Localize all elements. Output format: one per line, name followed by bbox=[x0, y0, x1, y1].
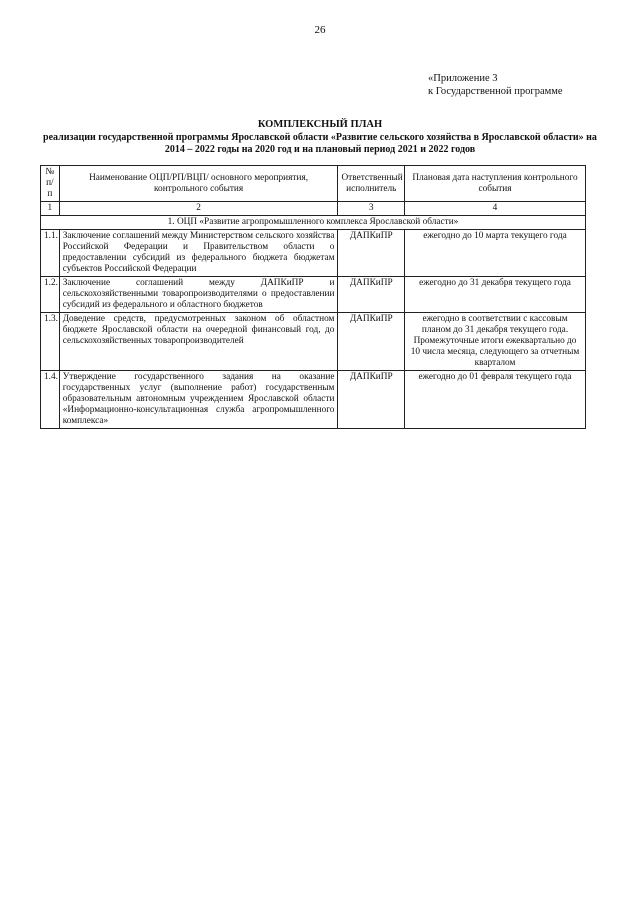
appendix-line-2: к Государственной программе bbox=[428, 86, 563, 97]
row-num: 1.4. bbox=[41, 371, 60, 429]
row-date: ежегодно до 01 февраля текущего года bbox=[405, 371, 586, 429]
column-number: 4 bbox=[405, 202, 586, 216]
table-header-row bbox=[41, 166, 586, 202]
row-date: ежегодно до 10 марта текущего года bbox=[405, 230, 586, 277]
table-row bbox=[41, 230, 586, 277]
header-responsible: Ответственный исполнитель bbox=[338, 166, 405, 202]
row-name: Заключение соглашений между Министерством сельского хозяйства Российской Федерации и Правительством области о предоставлении субсидий из федерального бюджета бюджетам субъектов Российской Федерации bbox=[59, 230, 338, 277]
row-name: Заключение соглашений между ДАПКиПР и сельскохозяйственными товаропроизводителями о предоставлении субсидий из федерального и областного бюджетов bbox=[59, 277, 338, 313]
row-name: Доведение средств, предусмотренных законом об областном бюджете Ярославской области на очередной финансовый год, до сельскохозяйственных товаропроизводителей bbox=[59, 313, 338, 371]
row-num: 1.3. bbox=[41, 313, 60, 371]
row-responsible: ДАПКиПР bbox=[338, 371, 405, 429]
section-row bbox=[41, 216, 586, 230]
appendix-line-1: «Приложение 3 bbox=[428, 73, 498, 84]
column-number: 1 bbox=[41, 202, 60, 216]
table-row bbox=[41, 371, 586, 429]
row-responsible: ДАПКиПР bbox=[338, 230, 405, 277]
row-name: Утверждение государственного задания на оказание государственных услуг (выполнение работ) государственным образовательным автономным учреждением Ярославской области «Информационно-консультационная служба агропромышленного комплекса» bbox=[59, 371, 338, 429]
table-row bbox=[41, 313, 586, 371]
column-number: 2 bbox=[59, 202, 338, 216]
document-subtitle: реализации государственной программы Ярославской области «Развитие сельского хозяйства в Ярославской области» на 2014 – 2022 годы на 2020 год и на плановый период 2021 и 2022 годов bbox=[43, 132, 597, 155]
row-date: ежегодно в соответствии с кассовым планом до 31 декабря текущего года. Промежуточные итоги ежеквартально до 10 числа месяца, следующего за отчетным кварталом bbox=[405, 313, 586, 371]
row-num: 1.2. bbox=[41, 277, 60, 313]
row-num: 1.1. bbox=[41, 230, 60, 277]
header-num: № п/п bbox=[41, 166, 60, 202]
header-name: Наименование ОЦП/РП/ВЦП/ основного мероприятия, контрольного события bbox=[59, 166, 338, 202]
row-date: ежегодно до 31 декабря текущего года bbox=[405, 277, 586, 313]
row-responsible: ДАПКиПР bbox=[338, 277, 405, 313]
column-number: 3 bbox=[338, 202, 405, 216]
header-date: Плановая дата наступления контрольного события bbox=[405, 166, 586, 202]
document-title: КОМПЛЕКСНЫЙ ПЛАН bbox=[257, 119, 383, 130]
section-title: 1. ОЦП «Развитие агропромышленного комплекса Ярославской области» bbox=[41, 216, 586, 230]
appendix-note bbox=[428, 72, 563, 98]
table-row bbox=[41, 277, 586, 313]
page-number: 26 bbox=[314, 24, 326, 36]
plan-table bbox=[40, 165, 586, 429]
row-responsible: ДАПКиПР bbox=[338, 313, 405, 371]
column-number-row bbox=[41, 202, 586, 216]
